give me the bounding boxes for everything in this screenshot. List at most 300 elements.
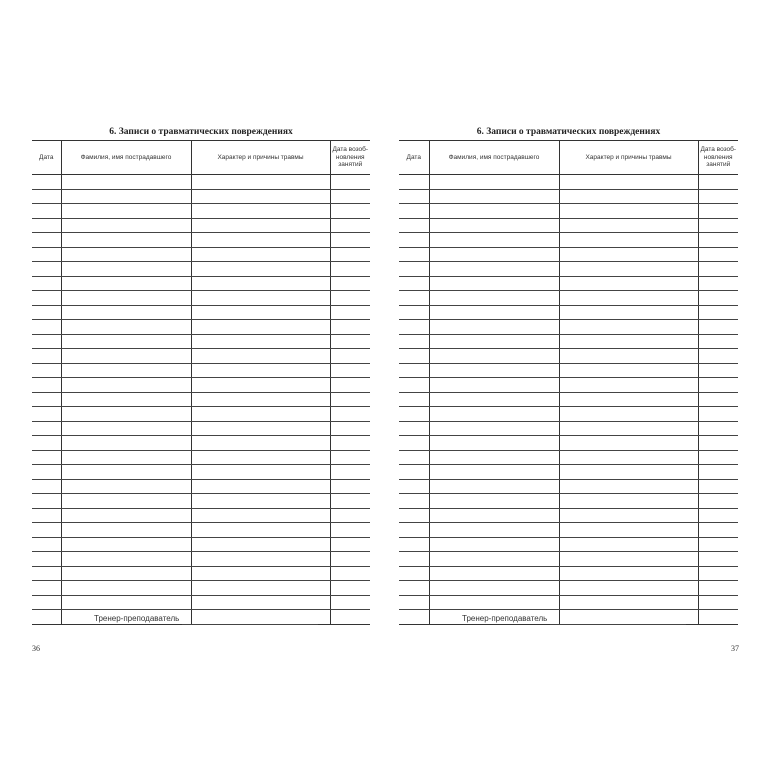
table-cell <box>330 291 370 306</box>
table-cell <box>698 465 738 480</box>
table-cell <box>399 610 429 625</box>
table-cell <box>559 305 698 320</box>
table-row <box>399 595 738 610</box>
table-cell <box>191 566 330 581</box>
table-row <box>399 479 738 494</box>
table-cell <box>191 581 330 596</box>
table-cell <box>559 175 698 190</box>
table-cell <box>399 537 429 552</box>
table-cell <box>559 421 698 436</box>
table-row <box>399 233 738 248</box>
table-cell <box>698 334 738 349</box>
table-cell <box>559 276 698 291</box>
table-row <box>399 581 738 596</box>
table-cell <box>32 218 61 233</box>
column-header-resume-date: Дата возоб-новления занятий <box>330 141 370 175</box>
table-cell <box>429 436 559 451</box>
table-cell <box>698 436 738 451</box>
table-row <box>32 494 370 509</box>
table-cell <box>32 204 61 219</box>
table-cell <box>32 465 61 480</box>
signature-line <box>462 613 686 625</box>
table-cell <box>32 610 61 625</box>
table-cell <box>399 218 429 233</box>
table-cell <box>61 465 191 480</box>
table-row <box>32 595 370 610</box>
table-cell <box>61 233 191 248</box>
table-cell <box>399 363 429 378</box>
table-cell <box>32 276 61 291</box>
table-row <box>399 305 738 320</box>
table-cell <box>61 523 191 538</box>
table-row <box>399 175 738 190</box>
table-cell <box>32 349 61 364</box>
table-row <box>399 494 738 509</box>
table-cell <box>32 421 61 436</box>
table-cell <box>32 305 61 320</box>
column-header-name: Фамилия, имя пострадавшего <box>429 141 559 175</box>
table-cell <box>429 450 559 465</box>
table-cell <box>429 233 559 248</box>
table-cell <box>191 363 330 378</box>
signature-label: Тренер-преподаватель <box>94 614 180 623</box>
table-row <box>399 436 738 451</box>
table-cell <box>429 581 559 596</box>
table-cell <box>559 218 698 233</box>
table-cell <box>559 450 698 465</box>
column-header-injury: Характер и причины травмы <box>559 141 698 175</box>
table-cell <box>32 247 61 262</box>
table-row <box>32 233 370 248</box>
table-row <box>399 363 738 378</box>
table-row <box>32 566 370 581</box>
table-cell <box>330 247 370 262</box>
table-row <box>399 218 738 233</box>
table-row <box>399 508 738 523</box>
table-cell <box>61 392 191 407</box>
table-cell <box>698 233 738 248</box>
table-body <box>32 175 370 625</box>
table-cell <box>330 465 370 480</box>
table-cell <box>559 204 698 219</box>
table-cell <box>32 363 61 378</box>
table-cell <box>61 247 191 262</box>
table-cell <box>559 247 698 262</box>
table-cell <box>191 175 330 190</box>
table-row <box>399 392 738 407</box>
table-cell <box>429 392 559 407</box>
table-cell <box>399 305 429 320</box>
table-cell <box>191 537 330 552</box>
table-row <box>399 421 738 436</box>
table-cell <box>191 450 330 465</box>
table-cell <box>61 508 191 523</box>
table-cell <box>559 465 698 480</box>
table-cell <box>61 291 191 306</box>
table-cell <box>399 479 429 494</box>
table-row <box>32 175 370 190</box>
table-cell <box>32 189 61 204</box>
table-row <box>32 276 370 291</box>
table-row <box>32 450 370 465</box>
table-cell <box>61 204 191 219</box>
table-row <box>32 247 370 262</box>
table-cell <box>698 305 738 320</box>
table-cell <box>330 421 370 436</box>
table-cell <box>559 363 698 378</box>
table-cell <box>330 436 370 451</box>
table-row <box>399 537 738 552</box>
column-header-injury: Характер и причины травмы <box>191 141 330 175</box>
table-cell <box>330 508 370 523</box>
table-cell <box>330 305 370 320</box>
table-cell <box>399 436 429 451</box>
table-cell <box>399 552 429 567</box>
table-cell <box>61 363 191 378</box>
table-cell <box>698 479 738 494</box>
table-cell <box>399 566 429 581</box>
table-row <box>399 291 738 306</box>
table-cell <box>191 407 330 422</box>
table-cell <box>61 552 191 567</box>
table-row <box>399 465 738 480</box>
page-title: 6. Записи о травматических повреждениях <box>476 127 661 137</box>
table-cell <box>399 247 429 262</box>
table-cell <box>330 537 370 552</box>
table-cell <box>429 262 559 277</box>
table-row <box>32 581 370 596</box>
table-cell <box>32 581 61 596</box>
table-cell <box>559 508 698 523</box>
table-cell <box>698 407 738 422</box>
table-cell <box>698 175 738 190</box>
table-cell <box>61 479 191 494</box>
table-cell <box>559 349 698 364</box>
table-cell <box>191 378 330 393</box>
table-cell <box>191 218 330 233</box>
table-row <box>32 262 370 277</box>
table-cell <box>698 247 738 262</box>
table-cell <box>399 233 429 248</box>
table-cell <box>191 465 330 480</box>
table-cell <box>698 363 738 378</box>
table-row <box>399 407 738 422</box>
table-header-row <box>32 141 370 175</box>
table-cell <box>61 407 191 422</box>
table-cell <box>330 349 370 364</box>
table-row <box>399 450 738 465</box>
table-cell <box>559 595 698 610</box>
table-cell <box>429 204 559 219</box>
table-cell <box>330 552 370 567</box>
table-cell <box>559 233 698 248</box>
table-row <box>32 479 370 494</box>
table-cell <box>61 566 191 581</box>
table-cell <box>32 378 61 393</box>
table-cell <box>429 566 559 581</box>
table-row <box>32 552 370 567</box>
column-header-date: Дата <box>399 141 429 175</box>
table-cell <box>698 523 738 538</box>
table-cell <box>698 508 738 523</box>
table-cell <box>429 407 559 422</box>
page-number: 36 <box>32 644 40 653</box>
column-header-date: Дата <box>32 141 61 175</box>
table-cell <box>399 204 429 219</box>
table-cell <box>559 537 698 552</box>
table-cell <box>429 291 559 306</box>
table-cell <box>399 175 429 190</box>
table-cell <box>698 204 738 219</box>
table-cell <box>32 334 61 349</box>
table-cell <box>698 392 738 407</box>
table-row <box>32 349 370 364</box>
table-cell <box>330 494 370 509</box>
table-row <box>32 320 370 335</box>
table-cell <box>698 494 738 509</box>
table-cell <box>559 523 698 538</box>
table-cell <box>330 479 370 494</box>
table-cell <box>429 334 559 349</box>
table-cell <box>698 552 738 567</box>
table-row <box>32 465 370 480</box>
table-row <box>399 320 738 335</box>
table-cell <box>429 218 559 233</box>
table-cell <box>429 465 559 480</box>
table-cell <box>32 291 61 306</box>
table-cell <box>61 305 191 320</box>
table-cell <box>559 334 698 349</box>
table-row <box>32 218 370 233</box>
table-cell <box>698 320 738 335</box>
table-cell <box>191 523 330 538</box>
table-cell <box>330 218 370 233</box>
table-cell <box>61 595 191 610</box>
table-body <box>399 175 738 625</box>
table-cell <box>429 595 559 610</box>
table-cell <box>698 581 738 596</box>
table-cell <box>559 378 698 393</box>
table-cell <box>32 537 61 552</box>
right-page <box>384 0 768 768</box>
table-cell <box>191 233 330 248</box>
column-header-resume-date: Дата возоб-новления занятий <box>698 141 738 175</box>
table-cell <box>191 204 330 219</box>
table-cell <box>698 566 738 581</box>
table-cell <box>330 392 370 407</box>
table-cell <box>399 508 429 523</box>
table-cell <box>559 291 698 306</box>
table-cell <box>429 421 559 436</box>
table-cell <box>61 276 191 291</box>
table-row <box>399 204 738 219</box>
table-row <box>32 523 370 538</box>
table-cell <box>32 494 61 509</box>
table-cell <box>559 320 698 335</box>
table-cell <box>429 537 559 552</box>
table-cell <box>32 552 61 567</box>
table-cell <box>399 334 429 349</box>
table-cell <box>698 218 738 233</box>
table-row <box>32 421 370 436</box>
table-cell <box>399 465 429 480</box>
table-cell <box>330 378 370 393</box>
table-cell <box>32 566 61 581</box>
table-row <box>399 276 738 291</box>
table-cell <box>32 436 61 451</box>
table-cell <box>330 189 370 204</box>
table-cell <box>32 450 61 465</box>
table-cell <box>61 262 191 277</box>
table-row <box>32 407 370 422</box>
table-cell <box>698 189 738 204</box>
table-row <box>399 523 738 538</box>
table-cell <box>399 581 429 596</box>
page-title: 6. Записи о травматических повреждениях <box>109 127 293 137</box>
table-cell <box>429 320 559 335</box>
table-row <box>399 189 738 204</box>
table-cell <box>429 523 559 538</box>
table-cell <box>429 247 559 262</box>
table-cell <box>61 175 191 190</box>
table-cell <box>330 450 370 465</box>
table-cell <box>61 581 191 596</box>
table-cell <box>429 305 559 320</box>
table-cell <box>429 378 559 393</box>
table-cell <box>698 276 738 291</box>
table-cell <box>330 320 370 335</box>
table-cell <box>32 479 61 494</box>
table-cell <box>399 378 429 393</box>
table-cell <box>330 523 370 538</box>
table-cell <box>399 349 429 364</box>
signature-label: Тренер-преподаватель <box>462 614 548 623</box>
table-cell <box>698 450 738 465</box>
table-cell <box>698 537 738 552</box>
table-row <box>32 537 370 552</box>
table-cell <box>429 494 559 509</box>
table-cell <box>61 436 191 451</box>
table-cell <box>330 233 370 248</box>
table-cell <box>559 262 698 277</box>
injury-records-table <box>32 140 370 625</box>
table-row <box>32 363 370 378</box>
table-cell <box>330 581 370 596</box>
table-row <box>32 334 370 349</box>
table-cell <box>32 407 61 422</box>
table-cell <box>191 436 330 451</box>
table-cell <box>330 566 370 581</box>
table-row <box>399 334 738 349</box>
table-cell <box>32 508 61 523</box>
table-cell <box>330 204 370 219</box>
table-cell <box>330 334 370 349</box>
table-row <box>32 392 370 407</box>
table-cell <box>191 247 330 262</box>
table-cell <box>61 450 191 465</box>
table-row <box>399 349 738 364</box>
table-cell <box>191 595 330 610</box>
table-row <box>399 552 738 567</box>
column-header-name: Фамилия, имя пострадавшего <box>61 141 191 175</box>
table-cell <box>698 421 738 436</box>
table-cell <box>698 349 738 364</box>
table-cell <box>399 450 429 465</box>
table-cell <box>61 334 191 349</box>
table-cell <box>32 523 61 538</box>
table-cell <box>191 349 330 364</box>
table-cell <box>191 305 330 320</box>
table-row <box>32 436 370 451</box>
table-cell <box>191 508 330 523</box>
table-cell <box>32 262 61 277</box>
table-cell <box>61 218 191 233</box>
table-cell <box>429 552 559 567</box>
table-cell <box>191 479 330 494</box>
table-cell <box>191 320 330 335</box>
table-cell <box>559 581 698 596</box>
table-cell <box>559 494 698 509</box>
table-cell <box>61 378 191 393</box>
table-cell <box>61 537 191 552</box>
table-cell <box>330 407 370 422</box>
table-cell <box>191 334 330 349</box>
table-cell <box>429 508 559 523</box>
table-cell <box>191 262 330 277</box>
table-cell <box>330 595 370 610</box>
table-cell <box>698 378 738 393</box>
table-cell <box>399 595 429 610</box>
table-cell <box>559 407 698 422</box>
table-cell <box>698 595 738 610</box>
table-cell <box>399 262 429 277</box>
table-cell <box>61 189 191 204</box>
table-row <box>32 378 370 393</box>
table-cell <box>399 320 429 335</box>
table-cell <box>330 276 370 291</box>
table-cell <box>399 421 429 436</box>
table-cell <box>559 189 698 204</box>
table-cell <box>330 175 370 190</box>
table-cell <box>429 363 559 378</box>
table-header-row <box>399 141 738 175</box>
table-cell <box>191 189 330 204</box>
table-cell <box>399 407 429 422</box>
table-cell <box>191 494 330 509</box>
table-row <box>399 262 738 277</box>
table-cell <box>559 479 698 494</box>
table-row <box>32 508 370 523</box>
table-cell <box>191 552 330 567</box>
table-cell <box>32 233 61 248</box>
table-cell <box>191 291 330 306</box>
table-cell <box>429 175 559 190</box>
table-cell <box>399 189 429 204</box>
table-cell <box>559 552 698 567</box>
table-row <box>399 566 738 581</box>
table-cell <box>191 276 330 291</box>
table-row <box>32 305 370 320</box>
table-cell <box>61 320 191 335</box>
table-cell <box>429 189 559 204</box>
table-cell <box>32 175 61 190</box>
signature-line <box>94 613 318 625</box>
table-cell <box>698 291 738 306</box>
signature-blank <box>182 615 318 625</box>
table-cell <box>399 494 429 509</box>
table-cell <box>61 349 191 364</box>
table-cell <box>32 320 61 335</box>
